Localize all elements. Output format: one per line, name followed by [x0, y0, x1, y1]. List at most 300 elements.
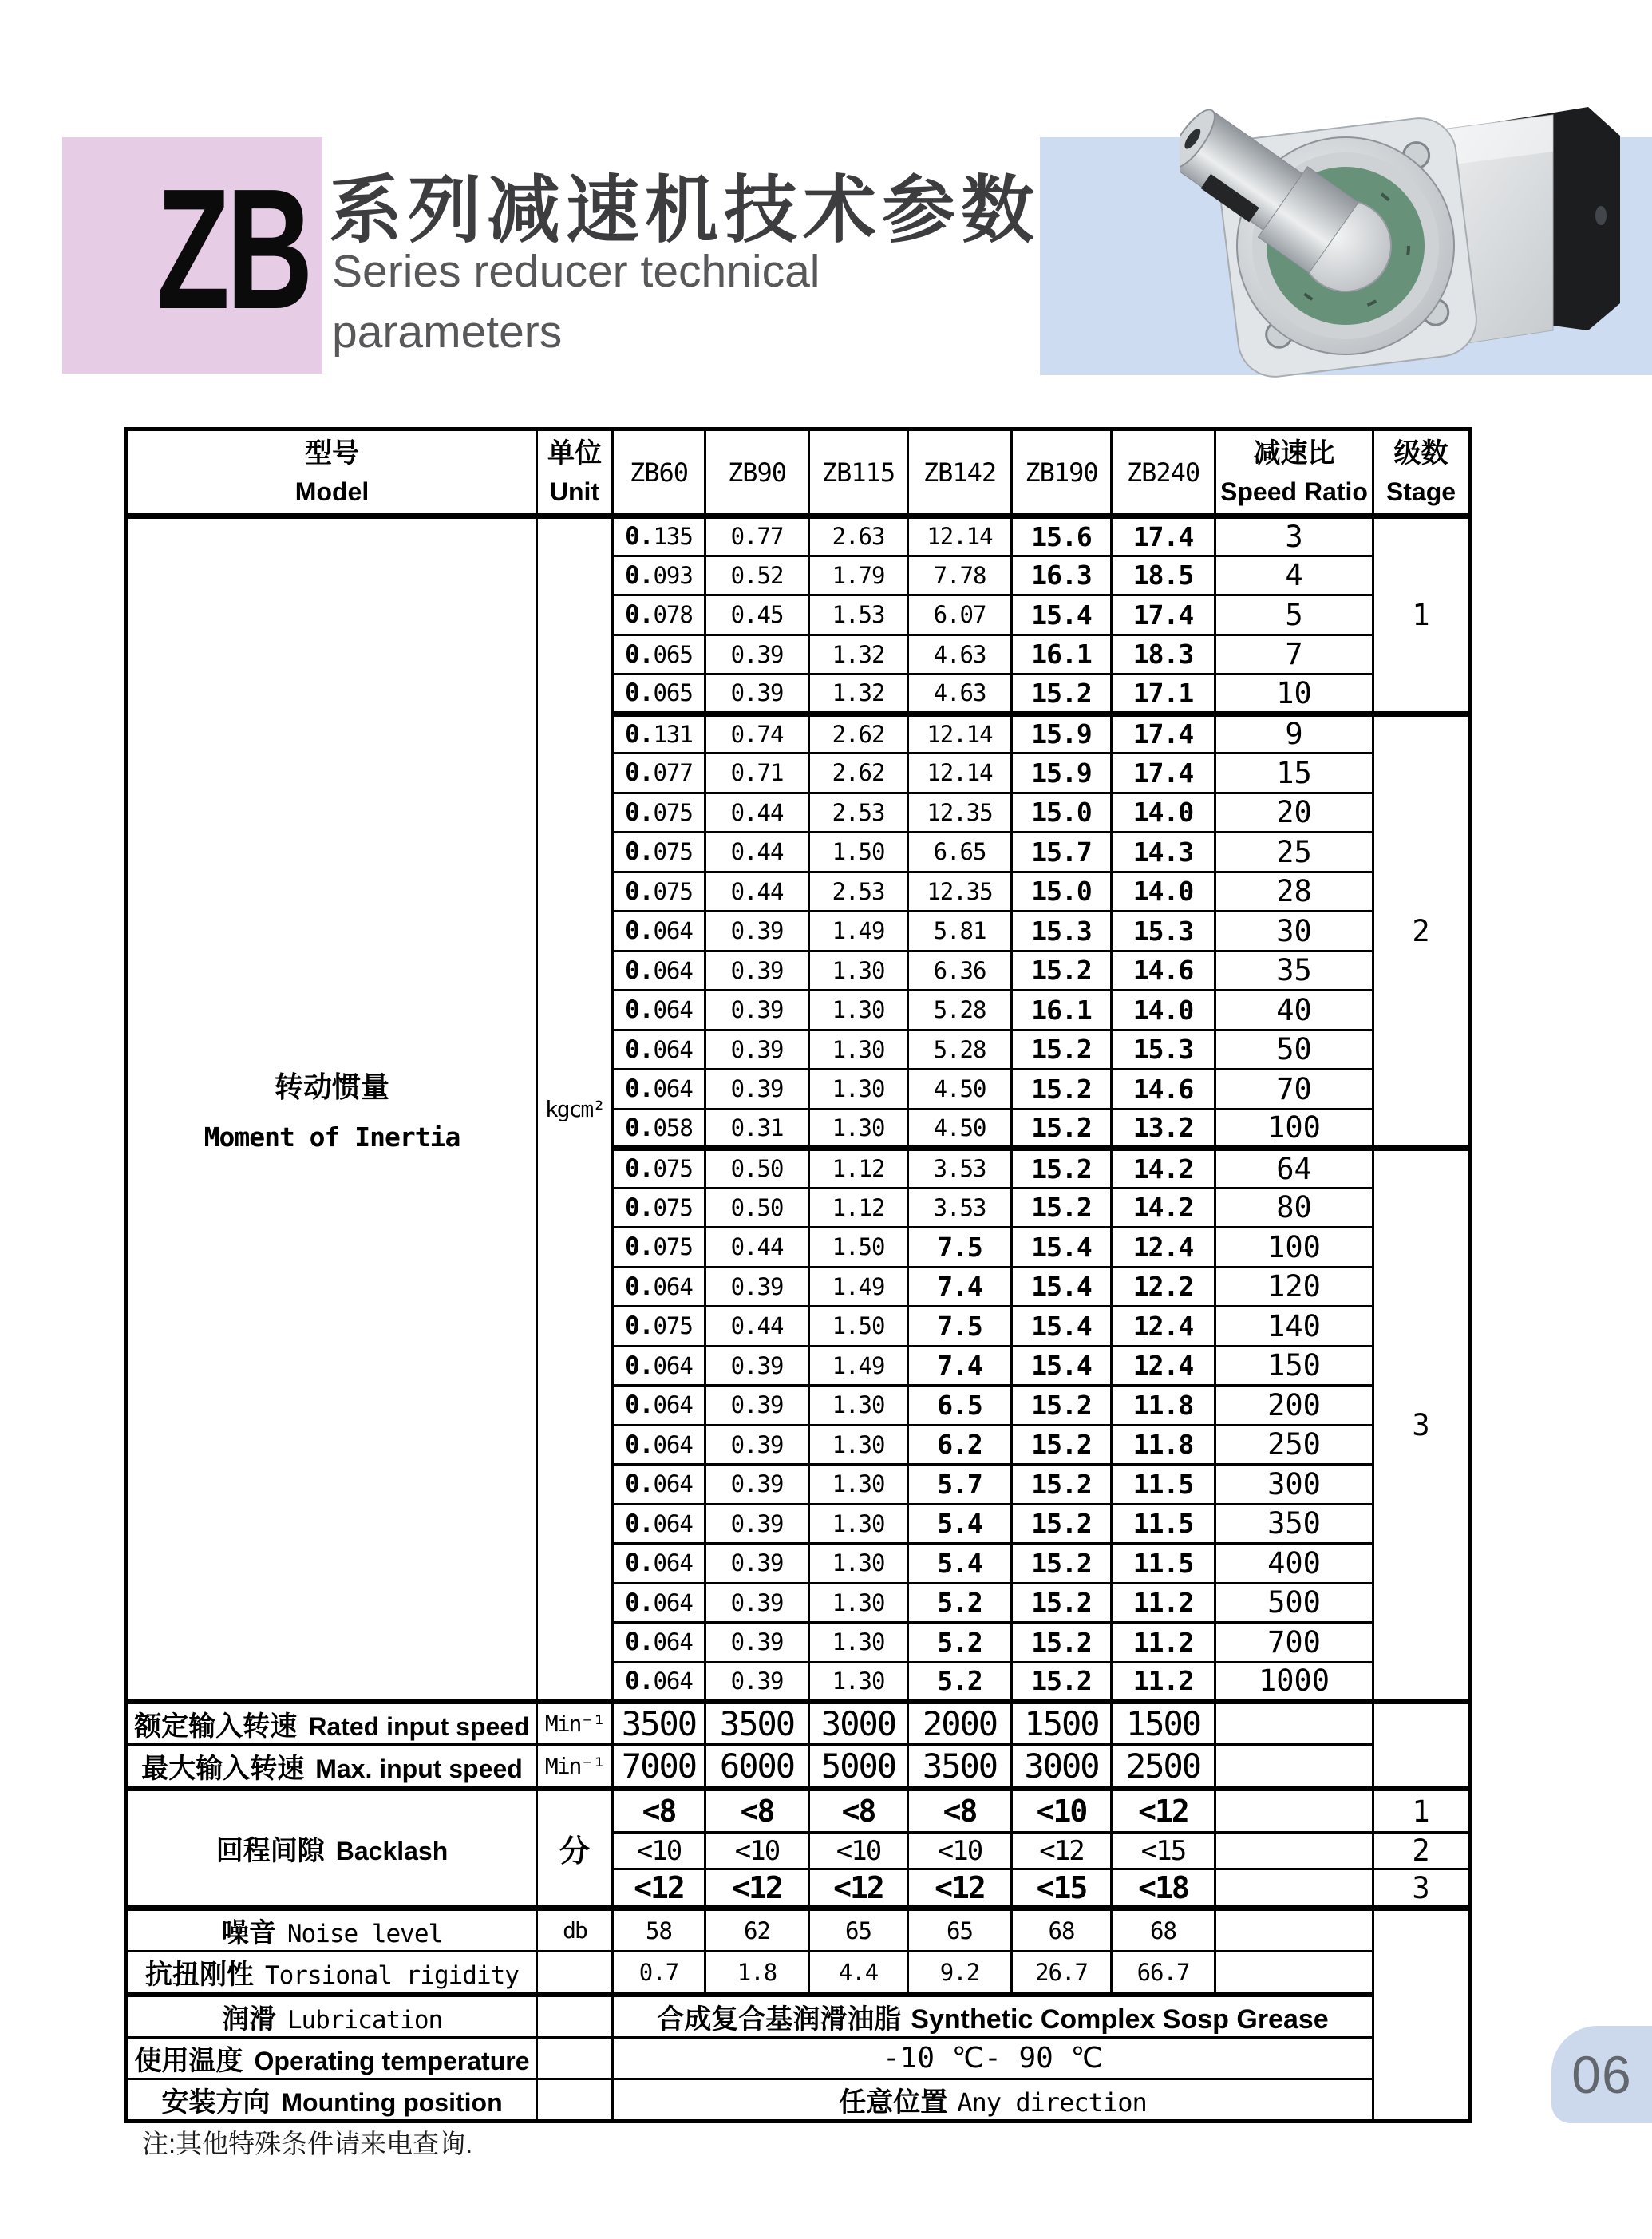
value-cell: 0.39 — [705, 1267, 809, 1307]
column-header-zb115: ZB115 — [809, 429, 908, 516]
column-header-zb240: ZB240 — [1112, 429, 1215, 516]
value-cell: 3.53 — [908, 1149, 1012, 1189]
value-cell: 14.6 — [1112, 951, 1215, 991]
ratio-cell: 30 — [1215, 912, 1373, 951]
value-cell: 2.62 — [809, 714, 908, 754]
column-header-zb190: ZB190 — [1012, 429, 1112, 516]
value-cell: 11.5 — [1112, 1465, 1215, 1505]
ratio-cell: 500 — [1215, 1583, 1373, 1623]
value-cell: 0.075 — [613, 1149, 705, 1189]
ratio-cell: 4 — [1215, 556, 1373, 595]
value-cell: 4.4 — [809, 1952, 908, 1995]
value-cell: <12 — [908, 1869, 1012, 1909]
ratio-cell — [1215, 1869, 1373, 1909]
value-cell: <8 — [705, 1789, 809, 1833]
value-cell: 0.075 — [613, 793, 705, 833]
value-cell: <12 — [705, 1869, 809, 1909]
table-row — [127, 516, 1470, 556]
value-cell: 6.65 — [908, 833, 1012, 872]
value-cell: <12 — [1012, 1833, 1112, 1869]
value-cell: 0.064 — [613, 1425, 705, 1465]
value-cell: <10 — [1012, 1789, 1112, 1833]
value-cell: 15.2 — [1012, 1149, 1112, 1189]
value-cell: 5.28 — [908, 991, 1012, 1030]
value-cell: 1.50 — [809, 833, 908, 872]
ratio-cell — [1215, 1952, 1373, 1995]
value-cell: 5.81 — [908, 912, 1012, 951]
ratio-cell: 300 — [1215, 1465, 1373, 1505]
table-row — [127, 2038, 1470, 2079]
value-cell: 0.39 — [705, 1583, 809, 1623]
value-cell: 66.7 — [1112, 1952, 1215, 1995]
value-cell: 15.2 — [1012, 1504, 1112, 1544]
value-cell: 1.30 — [809, 991, 908, 1030]
ratio-cell — [1215, 1909, 1373, 1952]
value-cell: 11.2 — [1112, 1623, 1215, 1663]
value-cell: 6.2 — [908, 1425, 1012, 1465]
value-cell: 15.3 — [1012, 912, 1112, 951]
value-cell: 1.12 — [809, 1188, 908, 1228]
value-cell: 0.39 — [705, 1030, 809, 1070]
value-cell: 1.30 — [809, 1070, 908, 1110]
ratio-cell: 5 — [1215, 595, 1373, 635]
value-cell: 15.4 — [1012, 1267, 1112, 1307]
value-cell: 0.093 — [613, 556, 705, 595]
value-cell: 1.30 — [809, 1504, 908, 1544]
value-cell: 0.39 — [705, 951, 809, 991]
ratio-cell — [1215, 1833, 1373, 1869]
value-cell: <15 — [1112, 1833, 1215, 1869]
value-cell: 5.4 — [908, 1544, 1012, 1584]
value-cell: <12 — [1112, 1789, 1215, 1833]
value-cell: 11.8 — [1112, 1425, 1215, 1465]
stage-cell: 2 — [1373, 714, 1470, 1149]
value-cell: 14.0 — [1112, 793, 1215, 833]
value-cell: 58 — [613, 1909, 705, 1952]
value-cell: 15.2 — [1012, 1425, 1112, 1465]
value-cell: 0.44 — [705, 1228, 809, 1268]
value-cell: 1.30 — [809, 1662, 908, 1702]
page-number-badge — [1551, 2026, 1652, 2123]
value-cell: <10 — [809, 1833, 908, 1869]
value-cell: 1.30 — [809, 1583, 908, 1623]
value-cell: 4.63 — [908, 635, 1012, 674]
value-cell: 12.35 — [908, 872, 1012, 912]
value-cell: 1.49 — [809, 912, 908, 951]
value-cell: 6.07 — [908, 595, 1012, 635]
value-cell: 0.077 — [613, 754, 705, 793]
value-cell: 2.53 — [809, 872, 908, 912]
value-cell: 1.32 — [809, 674, 908, 714]
ratio-cell: 80 — [1215, 1188, 1373, 1228]
value-cell: 14.6 — [1112, 1070, 1215, 1110]
stage-cell: 3 — [1373, 1869, 1470, 1909]
unit-cell-min-1: Min⁻¹ — [537, 1745, 613, 1789]
value-cell: 2.53 — [809, 793, 908, 833]
ratio-cell: 1000 — [1215, 1662, 1373, 1702]
value-cell: 12.4 — [1112, 1228, 1215, 1268]
value-cell: <12 — [809, 1869, 908, 1909]
stage-cell: 3 — [1373, 1149, 1470, 1702]
unit-cell-arcmin: 分 — [537, 1789, 613, 1909]
value-cell: 0.064 — [613, 991, 705, 1030]
value-cell: 15.4 — [1012, 1346, 1112, 1386]
table-row — [127, 1745, 1470, 1789]
value-cell: 0.39 — [705, 1346, 809, 1386]
value-cell: 1.50 — [809, 1307, 908, 1347]
value-cell: 0.39 — [705, 1465, 809, 1505]
value-cell: 0.52 — [705, 556, 809, 595]
value-cell: 0.39 — [705, 991, 809, 1030]
value-cell: 12.14 — [908, 714, 1012, 754]
value-cell: 12.35 — [908, 793, 1012, 833]
ratio-cell: 140 — [1215, 1307, 1373, 1347]
value-cell: 12.4 — [1112, 1346, 1215, 1386]
ratio-cell: 40 — [1215, 991, 1373, 1030]
value-cell: 15.4 — [1012, 1228, 1112, 1268]
value-cell: 68 — [1012, 1909, 1112, 1952]
value-cell: 0.075 — [613, 872, 705, 912]
value-cell: 1.32 — [809, 635, 908, 674]
ratio-cell: 100 — [1215, 1228, 1373, 1268]
value-cell: <18 — [1112, 1869, 1215, 1909]
value-cell: 0.064 — [613, 1267, 705, 1307]
ratio-cell: 7 — [1215, 635, 1373, 674]
ratio-cell: 350 — [1215, 1504, 1373, 1544]
value-cell: 0.135 — [613, 516, 705, 556]
page-title-en — [332, 241, 1050, 362]
value-cell: 1.30 — [809, 1544, 908, 1584]
value-cell: 15.2 — [1012, 1583, 1112, 1623]
value-cell: 65 — [908, 1909, 1012, 1952]
value-cell: 5.4 — [908, 1504, 1012, 1544]
value-cell: 16.1 — [1012, 991, 1112, 1030]
unit-cell-db: db — [537, 1909, 613, 1952]
value-cell: 62 — [705, 1909, 809, 1952]
value-cell: 15.2 — [1012, 1465, 1112, 1505]
value-cell: 12.14 — [908, 754, 1012, 793]
ratio-cell — [1215, 1745, 1373, 1789]
ratio-cell: 120 — [1215, 1267, 1373, 1307]
table-row — [127, 2079, 1470, 2122]
value-cell: 0.39 — [705, 635, 809, 674]
ratio-cell — [1215, 1702, 1373, 1745]
value-cell: 1.79 — [809, 556, 908, 595]
ratio-cell: 10 — [1215, 674, 1373, 714]
value-cell: 0.075 — [613, 1228, 705, 1268]
value-cell: 4.50 — [908, 1070, 1012, 1110]
ratio-cell: 50 — [1215, 1030, 1373, 1070]
value-cell: 15.9 — [1012, 754, 1112, 793]
value-cell: 6.36 — [908, 951, 1012, 991]
value-cell: 0.45 — [705, 595, 809, 635]
ratio-cell: 28 — [1215, 872, 1373, 912]
value-cell: <12 — [613, 1869, 705, 1909]
value-cell: 7.78 — [908, 556, 1012, 595]
value-cell: <8 — [809, 1789, 908, 1833]
value-cell: 15.2 — [1012, 1030, 1112, 1070]
value-cell: <15 — [1012, 1869, 1112, 1909]
row-label-max-input-speed: 最大输入转速 Max. input speed — [127, 1745, 537, 1789]
value-cell: <10 — [908, 1833, 1012, 1869]
ratio-cell: 35 — [1215, 951, 1373, 991]
value-cell: 1500 — [1112, 1702, 1215, 1745]
value-cell: 0.39 — [705, 1504, 809, 1544]
value-cell: 0.064 — [613, 1583, 705, 1623]
page-title-en-line2: parameters — [332, 307, 563, 358]
ratio-cell: 20 — [1215, 793, 1373, 833]
unit-cell-kgcm2: kgcm² — [537, 516, 613, 1702]
column-header-unit: 单位 Unit — [537, 429, 613, 516]
value-cell: 17.1 — [1112, 674, 1215, 714]
value-cell: 7000 — [613, 1745, 705, 1789]
value-cell: 0.131 — [613, 714, 705, 754]
value-cell: 15.2 — [1012, 1070, 1112, 1110]
value-cell: 2.63 — [809, 516, 908, 556]
value-cell: 0.39 — [705, 912, 809, 951]
value-cell: 0.39 — [705, 1544, 809, 1584]
value-cell: 0.74 — [705, 714, 809, 754]
value-cell: 0.44 — [705, 833, 809, 872]
value-cell: 0.064 — [613, 1544, 705, 1584]
page-number: 06 — [1571, 2045, 1632, 2104]
page-title-en-line1: Series reducer technical — [332, 246, 820, 297]
value-cell: 15.7 — [1012, 833, 1112, 872]
ratio-cell: 700 — [1215, 1623, 1373, 1663]
value-cell: 17.4 — [1112, 754, 1215, 793]
value-cell: 5.2 — [908, 1583, 1012, 1623]
value-cell: 14.2 — [1112, 1188, 1215, 1228]
row-label-operating-temperature: 使用温度 Operating temperature — [127, 2038, 537, 2079]
ratio-cell — [1215, 1789, 1373, 1833]
unit-cell-min-1: Min⁻¹ — [537, 1702, 613, 1745]
value-cell: 7.4 — [908, 1267, 1012, 1307]
value-cell: 0.075 — [613, 1188, 705, 1228]
value-cell: 1.30 — [809, 1030, 908, 1070]
row-label-lubrication: 润滑 Lubrication — [127, 1995, 537, 2038]
value-cell: 1500 — [1012, 1702, 1112, 1745]
value-cell: 5.2 — [908, 1623, 1012, 1663]
value-cell: 26.7 — [1012, 1952, 1112, 1995]
value-cell: 4.50 — [908, 1109, 1012, 1149]
value-cell: 1.30 — [809, 1386, 908, 1426]
value-cell: 0.065 — [613, 674, 705, 714]
value-cell: 11.2 — [1112, 1662, 1215, 1702]
value-cell: 15.2 — [1012, 1386, 1112, 1426]
ratio-cell: 70 — [1215, 1070, 1373, 1110]
value-cell: 0.39 — [705, 1070, 809, 1110]
value-cell: 1.49 — [809, 1346, 908, 1386]
value-cell: 14.3 — [1112, 833, 1215, 872]
value-cell: 12.4 — [1112, 1307, 1215, 1347]
value-cell: 2.62 — [809, 754, 908, 793]
table-row — [127, 1702, 1470, 1745]
value-cell: 1.49 — [809, 1267, 908, 1307]
row-label-torsional-rigidity: 抗扭刚性 Torsional rigidity — [127, 1952, 537, 1995]
ratio-cell: 250 — [1215, 1425, 1373, 1465]
value-cell: 7.5 — [908, 1228, 1012, 1268]
row-label-noise-level: 噪音 Noise level — [127, 1909, 537, 1952]
ratio-cell: 64 — [1215, 1149, 1373, 1189]
value-cell: 0.44 — [705, 1307, 809, 1347]
value-cell: 3000 — [809, 1702, 908, 1745]
value-cell: 1.30 — [809, 1425, 908, 1465]
value-cell: 15.0 — [1012, 872, 1112, 912]
column-header-zb60: ZB60 — [613, 429, 705, 516]
value-cell: 15.6 — [1012, 516, 1112, 556]
value-cell: 3500 — [908, 1745, 1012, 1789]
product-photo — [1180, 34, 1646, 389]
ratio-cell: 3 — [1215, 516, 1373, 556]
value-cell: 15.2 — [1012, 1188, 1112, 1228]
value-cell: 15.2 — [1012, 674, 1112, 714]
table-row — [127, 429, 1470, 516]
value-cell: 0.065 — [613, 635, 705, 674]
value-cell: <10 — [613, 1833, 705, 1869]
value-cell: 0.44 — [705, 872, 809, 912]
ratio-cell: 25 — [1215, 833, 1373, 872]
spec-table — [124, 427, 1472, 2123]
stage-cell: 1 — [1373, 1789, 1470, 1833]
ratio-cell: 15 — [1215, 754, 1373, 793]
value-cell: 16.3 — [1012, 556, 1112, 595]
value-cell: 1.53 — [809, 595, 908, 635]
value-cell: 17.4 — [1112, 714, 1215, 754]
value-cell: 0.075 — [613, 1307, 705, 1347]
ratio-cell: 100 — [1215, 1109, 1373, 1149]
value-cell: 1.30 — [809, 1465, 908, 1505]
column-header-zb142: ZB142 — [908, 429, 1012, 516]
spec-table-container — [124, 427, 1472, 2123]
row-label-backlash: 回程间隙 Backlash — [127, 1789, 537, 1909]
unit-cell-empty — [537, 1952, 613, 1995]
value-cell: 15.3 — [1112, 912, 1215, 951]
table-row — [127, 1995, 1470, 2038]
value-cell: 15.2 — [1012, 1109, 1112, 1149]
value-cell: 0.064 — [613, 1623, 705, 1663]
value-cell: 5.7 — [908, 1465, 1012, 1505]
value-cell: <8 — [613, 1789, 705, 1833]
value-cell: 11.5 — [1112, 1544, 1215, 1584]
column-header-zb90: ZB90 — [705, 429, 809, 516]
value-cell: 14.0 — [1112, 991, 1215, 1030]
column-header-speed-ratio: 减速比 Speed Ratio — [1215, 429, 1373, 516]
stage-cell: 1 — [1373, 516, 1470, 714]
value-cell: 12.2 — [1112, 1267, 1215, 1307]
ratio-cell: 200 — [1215, 1386, 1373, 1426]
value-cell: 2500 — [1112, 1745, 1215, 1789]
value-cell: 4.63 — [908, 674, 1012, 714]
value-cell: 13.2 — [1112, 1109, 1215, 1149]
value-cell-temperature: -10 ℃- 90 ℃ — [613, 2038, 1373, 2079]
value-cell: 14.0 — [1112, 872, 1215, 912]
value-cell: 1.8 — [705, 1952, 809, 1995]
stage-cell: 2 — [1373, 1833, 1470, 1869]
row-label-mounting-position: 安装方向 Mounting position — [127, 2079, 537, 2122]
stage-cell — [1373, 1909, 1470, 2122]
value-cell: 3.53 — [908, 1188, 1012, 1228]
value-cell: 0.058 — [613, 1109, 705, 1149]
value-cell: 15.0 — [1012, 793, 1112, 833]
value-cell: 5.2 — [908, 1662, 1012, 1702]
value-cell: 15.4 — [1012, 1307, 1112, 1347]
value-cell: 0.39 — [705, 1662, 809, 1702]
value-cell: 15.2 — [1012, 951, 1112, 991]
value-cell: 1.30 — [809, 1623, 908, 1663]
value-cell: 0.71 — [705, 754, 809, 793]
row-label-moment-of-inertia: 转动惯量 Moment of Inertia — [127, 516, 537, 1702]
value-cell: 17.4 — [1112, 516, 1215, 556]
value-cell: 9.2 — [908, 1952, 1012, 1995]
unit-cell-empty — [537, 1995, 613, 2038]
value-cell: 5000 — [809, 1745, 908, 1789]
value-cell: 3500 — [613, 1702, 705, 1745]
value-cell: 0.075 — [613, 833, 705, 872]
value-cell: 0.39 — [705, 1386, 809, 1426]
value-cell: 18.3 — [1112, 635, 1215, 674]
value-cell: 65 — [809, 1909, 908, 1952]
value-cell: 0.39 — [705, 1425, 809, 1465]
value-cell: 1.50 — [809, 1228, 908, 1268]
value-cell: 15.2 — [1012, 1544, 1112, 1584]
table-row — [127, 1789, 1470, 1833]
footnote: 注:其他特殊条件请来电查询. — [142, 2129, 473, 2158]
value-cell: 15.2 — [1012, 1623, 1112, 1663]
value-cell: 3000 — [1012, 1745, 1112, 1789]
value-cell: 1.12 — [809, 1149, 908, 1189]
value-cell: 0.064 — [613, 1465, 705, 1505]
value-cell: 0.064 — [613, 1662, 705, 1702]
value-cell: 68 — [1112, 1909, 1215, 1952]
value-cell: 0.064 — [613, 912, 705, 951]
value-cell: 0.50 — [705, 1149, 809, 1189]
value-cell-lubrication: 合成复合基润滑油脂 Synthetic Complex Sosp Grease — [613, 1995, 1373, 2038]
value-cell: 15.2 — [1012, 1662, 1112, 1702]
value-cell: <10 — [705, 1833, 809, 1869]
value-cell: 7.5 — [908, 1307, 1012, 1347]
unit-cell-empty — [537, 2079, 613, 2122]
value-cell: 12.14 — [908, 516, 1012, 556]
table-row — [127, 1952, 1470, 1995]
ratio-cell: 150 — [1215, 1346, 1373, 1386]
row-label-rated-input-speed: 额定输入转速 Rated input speed — [127, 1702, 537, 1745]
value-cell: <8 — [908, 1789, 1012, 1833]
value-cell: 0.078 — [613, 595, 705, 635]
value-cell: 0.39 — [705, 674, 809, 714]
column-header-stage: 级数 Stage — [1373, 429, 1470, 516]
value-cell: 0.064 — [613, 1070, 705, 1110]
value-cell: 16.1 — [1012, 635, 1112, 674]
value-cell: 17.4 — [1112, 595, 1215, 635]
value-cell: 0.064 — [613, 1504, 705, 1544]
value-cell: 15.4 — [1012, 595, 1112, 635]
page-title-zh: 系列减速机技术参数 — [329, 170, 1041, 251]
value-cell: 6000 — [705, 1745, 809, 1789]
ratio-cell: 400 — [1215, 1544, 1373, 1584]
value-cell: 18.5 — [1112, 556, 1215, 595]
value-cell: 7.4 — [908, 1346, 1012, 1386]
value-cell: 0.064 — [613, 1386, 705, 1426]
value-cell: 0.39 — [705, 1623, 809, 1663]
value-cell: 15.9 — [1012, 714, 1112, 754]
value-cell: 0.7 — [613, 1952, 705, 1995]
value-cell: 0.31 — [705, 1109, 809, 1149]
value-cell: 6.5 — [908, 1386, 1012, 1426]
value-cell: 11.5 — [1112, 1504, 1215, 1544]
value-cell: 3500 — [705, 1702, 809, 1745]
value-cell-mounting: 任意位置 Any direction — [613, 2079, 1373, 2122]
value-cell: 2000 — [908, 1702, 1012, 1745]
